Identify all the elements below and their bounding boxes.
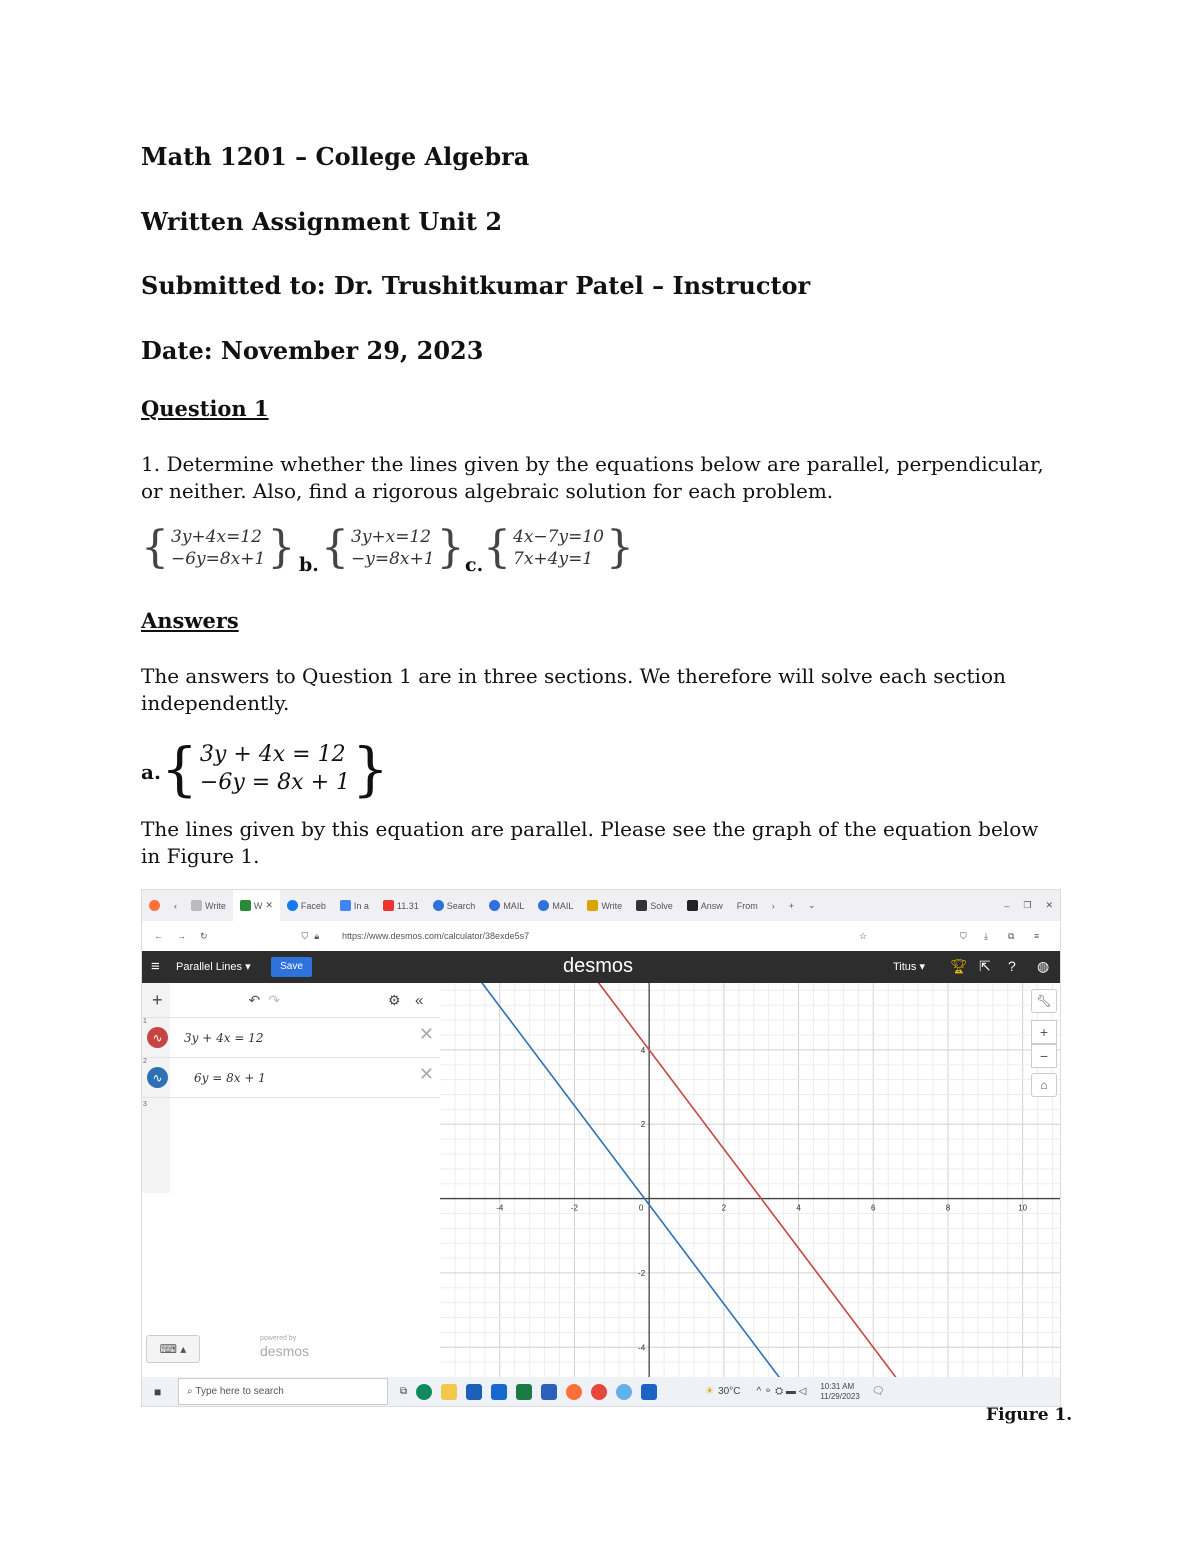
tab-2[interactable]: W ✕ xyxy=(233,890,280,921)
system-a-eq1: 3y+4x=12 xyxy=(171,527,262,547)
tab-1[interactable] xyxy=(184,890,233,921)
desmos-screenshot xyxy=(141,889,1061,1407)
powered-by: powered by xyxy=(260,1335,297,1342)
part-a-system: { 3y + 4x = 12 −6y = 8x + 1 } xyxy=(161,735,389,803)
x-tick-label: 8 xyxy=(945,1203,951,1213)
wrench-icon[interactable]: 🔧︎ xyxy=(1031,989,1057,1013)
pocket-icon[interactable]: ⛉ xyxy=(960,930,967,941)
user-name: Titus xyxy=(893,961,917,973)
system-b-eq2: −y=8x+1 xyxy=(351,549,435,569)
part-a-eq2: −6y = 8x + 1 xyxy=(199,770,351,795)
tab-2-label: W xyxy=(253,900,263,911)
x-tick-label: 6 xyxy=(871,1203,876,1213)
tab-12-label: From xyxy=(736,900,758,911)
user-menu[interactable]: Titus ▾ xyxy=(893,961,926,973)
clock-time: 10:31 AM xyxy=(820,1381,855,1391)
reload-icon[interactable]: ↻ xyxy=(200,930,208,941)
tab-8[interactable] xyxy=(531,890,580,921)
expression-list xyxy=(142,983,441,1377)
tab-list-icon[interactable]: ⌄ xyxy=(807,900,816,910)
tab-6[interactable] xyxy=(426,890,483,921)
hamburger-icon[interactable]: ≡ xyxy=(151,958,160,975)
x-tick-label: 0 xyxy=(638,1203,644,1213)
word-icon[interactable] xyxy=(541,1384,557,1400)
system-tray-icons[interactable]: ^ ⚬ ⛭ ▬ ◁ xyxy=(756,1386,807,1397)
system-b-label: b. xyxy=(299,554,319,576)
desmos-header xyxy=(142,951,1060,983)
tab-11-label: Answ xyxy=(700,900,723,911)
system-a: { 3y+4x=12 −6y=8x+1 } xyxy=(141,522,296,573)
extensions-icon[interactable]: ⧉ xyxy=(1008,930,1015,941)
clock-date: 11/29/2023 xyxy=(820,1391,860,1401)
tab-5-label: 11.31 xyxy=(396,900,419,911)
assignment-title: Written Assignment Unit 2 xyxy=(141,207,503,236)
part-a-statement: The lines given by this equation are parallel. Please see the graph of the equation below in Figure 1. xyxy=(141,817,1039,868)
taskbar-search-text: Type here to search xyxy=(195,1386,284,1397)
store-icon[interactable] xyxy=(466,1384,482,1400)
tab-3-label: Faceb xyxy=(300,900,326,911)
desmos-logo: desmos xyxy=(563,955,634,977)
chrome-icon[interactable] xyxy=(591,1384,607,1400)
course-title: Math 1201 – College Algebra xyxy=(141,142,530,171)
x-tick-label: -4 xyxy=(496,1203,504,1213)
excel-icon[interactable] xyxy=(516,1384,532,1400)
answers-intro: The answers to Question 1 are in three sections. We therefore will solve each section independently. xyxy=(141,664,1006,715)
address-bar xyxy=(142,921,1060,952)
x-tick-label: 4 xyxy=(796,1203,801,1213)
home-icon[interactable]: ⌂ xyxy=(1031,1073,1057,1097)
edge-icon[interactable] xyxy=(416,1384,432,1400)
weather-icon: ☀ xyxy=(705,1386,715,1397)
weather-temp: 30°C xyxy=(718,1386,741,1397)
y-tick-label: 2 xyxy=(640,1120,646,1130)
tab-11[interactable] xyxy=(680,890,730,921)
help-icon[interactable]: ? xyxy=(1008,958,1016,974)
graph-title[interactable]: Parallel Lines ▾ xyxy=(176,961,251,973)
url-field[interactable]: https://www.desmos.com/calculator/38exde5s7 xyxy=(342,931,530,941)
question-text: 1. Determine whether the lines given by the equations below are parallel, perpendicular, or neither. Also, find a rigorous algebraic solution for each problem. xyxy=(141,452,1044,503)
zoom-in-icon[interactable]: + xyxy=(1031,1020,1057,1044)
submission-date: Date: November 29, 2023 xyxy=(141,336,484,365)
tab-9-label: Write xyxy=(601,900,623,911)
expression-index-2: 2 xyxy=(143,1058,147,1065)
windows-taskbar xyxy=(142,1377,1060,1406)
globe-icon[interactable]: ◍ xyxy=(1037,958,1050,974)
forward-icon[interactable]: → xyxy=(177,931,186,941)
x-tick-label: 2 xyxy=(721,1203,727,1213)
collapse-list-icon[interactable]: « xyxy=(415,991,424,1009)
powered-by-logo: desmos xyxy=(260,1343,310,1359)
lock-icon: 🔒︎ xyxy=(314,930,320,941)
new-tab-icon[interactable]: + xyxy=(788,900,794,911)
mail-icon[interactable] xyxy=(491,1384,507,1400)
windows-start-icon[interactable]: ■ xyxy=(154,1384,162,1399)
tab-7[interactable] xyxy=(482,890,531,921)
delete-expression-icon[interactable]: ✕ xyxy=(418,1064,434,1084)
undo-icon[interactable]: ↶ xyxy=(248,991,261,1008)
shield-icon: ⛉ xyxy=(301,930,309,941)
tab-6-label: Search xyxy=(446,900,476,911)
tab-1-label: Write xyxy=(205,900,226,911)
system-b-eq1: 3y+x=12 xyxy=(351,527,432,547)
task-view-icon[interactable]: ⧉ xyxy=(400,1386,408,1397)
system-a-eq2: −6y=8x+1 xyxy=(171,549,266,569)
expression-2-text[interactable]: 6y = 8x + 1 xyxy=(194,1070,266,1085)
system-b: { 3y+x=12 −y=8x+1 } xyxy=(321,522,465,573)
trophy-icon[interactable]: 🏆︎ xyxy=(950,958,968,974)
tab-10[interactable] xyxy=(629,890,680,921)
share-icon[interactable]: ⇱ xyxy=(979,958,991,974)
tab-5[interactable] xyxy=(376,890,426,921)
delete-expression-icon[interactable]: ✕ xyxy=(418,1024,434,1044)
firefox-taskbar-icon[interactable] xyxy=(566,1384,582,1400)
bookmark-star-icon[interactable]: ☆ xyxy=(859,930,868,941)
answers-heading: Answers xyxy=(141,608,239,633)
wave-icon[interactable]: ∿ xyxy=(147,1067,168,1088)
keyboard-toggle-icon[interactable]: ⌨ ▴ xyxy=(146,1335,200,1363)
zoom-out-icon[interactable]: − xyxy=(1031,1044,1057,1068)
tab-4[interactable] xyxy=(333,890,376,921)
system-c-label: c. xyxy=(465,554,484,576)
system-c-eq1: 4x−7y=10 xyxy=(513,527,604,547)
back-icon[interactable]: ← xyxy=(154,931,163,941)
x-tick-label: -2 xyxy=(570,1203,579,1213)
y-tick-label: -2 xyxy=(638,1268,646,1278)
browser-tab-bar xyxy=(142,890,1060,921)
part-a-label: a. xyxy=(141,760,161,784)
save-button[interactable]: Save xyxy=(271,957,312,977)
download-icon[interactable]: ⤓ xyxy=(984,930,988,941)
expression-row-2[interactable] xyxy=(142,1058,440,1098)
tab-back-icon[interactable]: ‹ xyxy=(174,900,177,911)
system-c: { 4x−7y=10 7x+4y=1 } xyxy=(483,522,634,573)
file-explorer-icon[interactable] xyxy=(441,1384,457,1400)
graph-area[interactable] xyxy=(440,983,1060,1377)
minimize-icon[interactable]: – xyxy=(1004,900,1010,911)
menu-icon[interactable]: ≡ xyxy=(1034,931,1040,941)
outlook-icon[interactable] xyxy=(641,1384,657,1400)
settings-gear-icon[interactable]: ⚙ xyxy=(388,991,401,1008)
question-heading: Question 1 xyxy=(141,396,269,421)
expression-index-3: 3 xyxy=(143,1101,147,1108)
figure-caption: Figure 1. xyxy=(986,1405,1073,1425)
tab-8-label: MAIL xyxy=(552,900,574,911)
expression-toolbar xyxy=(142,983,440,1018)
settings-icon[interactable] xyxy=(616,1384,632,1400)
system-c-eq2: 7x+4y=1 xyxy=(513,549,594,569)
restore-icon[interactable]: ❐ xyxy=(1023,900,1032,910)
tab-7-label: MAIL xyxy=(503,900,525,911)
y-tick-label: 4 xyxy=(640,1045,646,1055)
add-expression-icon[interactable]: + xyxy=(152,989,163,1010)
part-a-eq1: 3y + 4x = 12 xyxy=(199,742,346,767)
expression-index-1: 1 xyxy=(143,1018,147,1025)
redo-icon[interactable]: ↷ xyxy=(268,991,280,1008)
firefox-icon xyxy=(142,890,167,921)
tab-3[interactable] xyxy=(280,890,333,921)
tab-9[interactable] xyxy=(580,890,629,921)
tab-12[interactable] xyxy=(730,890,765,921)
taskbar-search[interactable] xyxy=(178,1378,388,1405)
close-icon[interactable]: ✕ xyxy=(1045,900,1053,910)
notifications-icon[interactable]: 🗨︎ xyxy=(871,1386,885,1397)
wave-icon[interactable]: ∿ xyxy=(147,1027,168,1048)
submitted-to: Submitted to: Dr. Trushitkumar Patel – Instructor xyxy=(141,271,811,300)
expression-row-1[interactable] xyxy=(142,1018,440,1058)
tab-10-label: Solve xyxy=(650,900,673,911)
clock[interactable] xyxy=(820,1382,859,1402)
expression-1-text[interactable]: 3y + 4x = 12 xyxy=(184,1030,264,1045)
tab-4-label: In a xyxy=(353,900,369,911)
y-tick-label: -4 xyxy=(638,1343,646,1353)
search-icon: ⌕ xyxy=(187,1386,193,1397)
graph-title-text: Parallel Lines xyxy=(176,961,243,973)
x-tick-label: 10 xyxy=(1018,1203,1028,1213)
tab-forward-icon[interactable]: › xyxy=(771,900,775,911)
